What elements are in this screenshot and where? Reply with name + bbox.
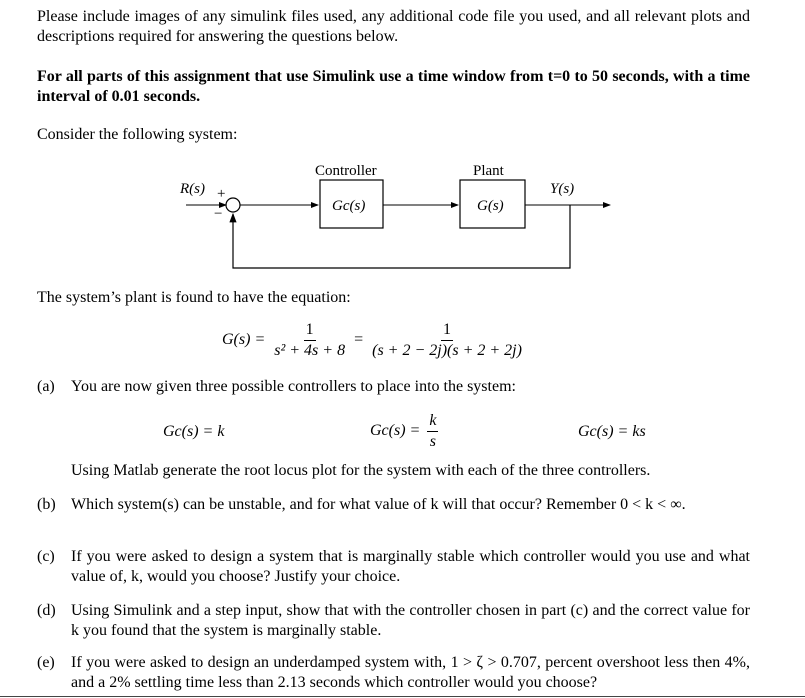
plant-tf: G(s) [477,198,504,214]
feedback-path [233,205,570,268]
simulink-note: For all parts of this assignment that use Simulink use a time window from t=0 to 50 seconds, with a time interval of 0.01 seconds. [37,68,750,105]
numerator: 1 [441,321,453,341]
controller-lhs: Gc(s) = [163,423,214,440]
question-label: (a) [37,378,55,395]
plant-title: Plant [473,163,504,179]
question-e [37,653,750,693]
fraction-2 [370,321,524,360]
question-b [37,495,750,515]
controller-p [163,423,224,441]
output-label: Y(s) [550,181,575,197]
controller-d [578,423,646,441]
question-label: (d) [37,602,56,619]
intro-paragraph: Please include images of any simulink files used, any additional code file you used, and all relevant plots and descriptions required for answering the questions below. [37,8,750,45]
question-text: If you were asked to design a system that is marginally stable which controller would you use and what value of, k, would you choose? Justify your choice. [71,548,750,585]
controller-lhs: Gc(s) = [370,422,421,440]
fraction-1 [272,321,347,360]
question-label: (e) [37,654,55,671]
question-c [37,547,750,587]
input-label: R(s) [180,181,205,197]
question-label: (b) [37,496,56,513]
block-diagram [0,150,805,280]
question-text: Using Simulink and a step input, show that with the controller chosen in part (c) and the correct value for k you found that the system is marginally stable. [71,602,750,639]
equals: = [354,331,364,349]
plus-sign: + [217,186,226,202]
denominator: s² + 4s + 8 [274,342,346,359]
controller-rhs: ks [632,423,646,440]
plant-equation [222,321,527,360]
consider-text: Consider the following system: [37,126,238,143]
question-a-continued [37,461,750,481]
numerator: 1 [304,321,316,341]
question-text: Which system(s) can be unstable, and for what value of k will that occur? Remember 0 < k < ∞. [71,496,686,513]
question-text: If you were asked to design an underdamped system with, 1 > ζ > 0.707, percent overshoot less then 4%, and a 2% settling time less than 2.13 seconds which controller would you choose? [71,654,750,691]
summing-junction [226,198,240,212]
question-d [37,601,750,641]
minus-sign: − [214,206,223,222]
controller-title: Controller [315,163,377,179]
plant-sentence: The system’s plant is found to have the equation: [37,289,351,306]
question-text: Using Matlab generate the root locus plot for the system with each of the three controllers. [71,462,651,479]
equation-lhs: G(s) = [222,331,266,349]
controller-fraction [427,412,438,451]
question-label: (c) [37,548,55,565]
question-a [37,377,750,397]
controller-lhs: Gc(s) = [578,423,629,440]
denominator: (s + 2 − 2j)(s + 2 + 2j) [372,342,522,359]
numerator: k [427,412,438,432]
controller-rhs: k [217,423,225,440]
page-bottom-divider [0,696,805,697]
controller-tf: Gc(s) [332,198,366,214]
controller-i [370,412,441,451]
question-text: You are now given three possible controllers to place into the system: [71,378,516,395]
denominator: s [429,433,437,450]
